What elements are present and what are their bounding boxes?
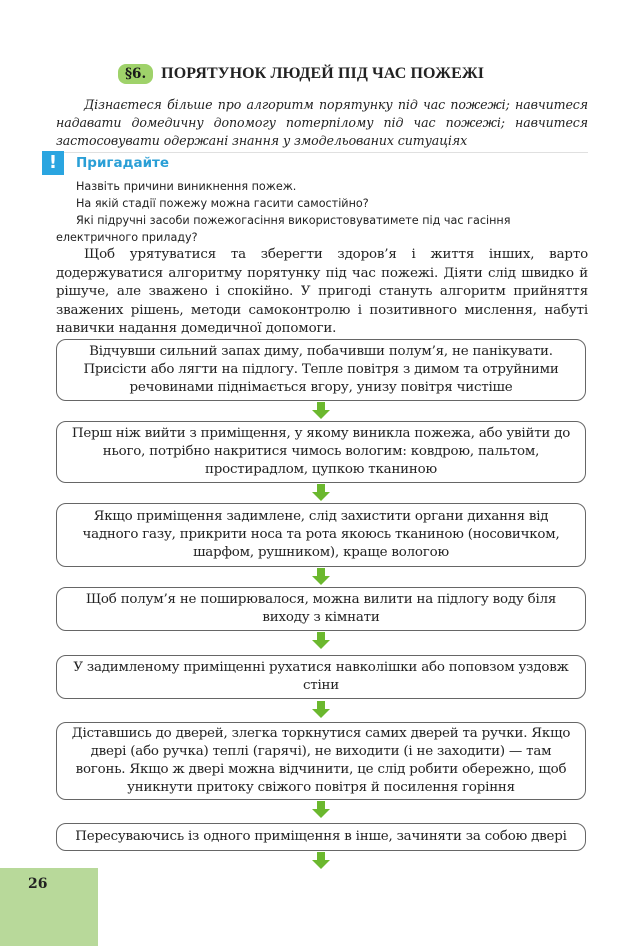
- exclamation-icon: !: [42, 151, 64, 175]
- arrow-down-icon: [311, 701, 331, 719]
- question-item: На якій стадії пожежу можна гасити самостійно?: [76, 197, 369, 210]
- flow-step-3: Якщо приміщення задимлене, слід захистити органи дихання від чадного газу, прикрити носа та рота якоюсь тканиною (носовичком, шарфом, рушником), краще вологою: [56, 503, 586, 567]
- question-item: Назвіть причини виникнення пожеж.: [76, 180, 297, 193]
- arrow-down-icon: [311, 484, 331, 502]
- page-corner-tab: [0, 868, 98, 946]
- arrow-down-icon: [311, 852, 331, 870]
- body-paragraph: Щоб урятуватися та зберегти здоров’я і життя інших, варто додержуватися алгоритму порятунку під час пожежі. Діяти слід швидко й рішуче, але зважено і спокійно. У пригоді стануть алгоритм прийняття зважених рішень, методи самоконтролю і позитивного мислення, набуті навички надання домедичної допомоги.: [56, 247, 588, 336]
- arrow-down-icon: [311, 632, 331, 650]
- page-number: 26: [28, 876, 48, 892]
- section-title: ПОРЯТУНОК ЛЮДЕЙ ПІД ЧАС ПОЖЕЖІ: [161, 65, 485, 82]
- flow-step-7: Пересуваючись із одного приміщення в інше, зачиняти за собою двері: [56, 823, 586, 851]
- flow-step-2: Перш ніж вийти з приміщення, у якому виникла пожежа, або увійти до нього, потрібно накритися чимось вологим: ковдрою, пальтом, простирадлом, цупкою тканиною: [56, 421, 586, 483]
- question-item: Які підручні засоби пожежогасіння використовуватимете під час гасіння електричного приладу?: [56, 214, 511, 244]
- flow-step-6: Діставшись до дверей, злегка торкнутися самих дверей та ручки. Якщо двері (або ручка) теплі (гарячі), не виходити (і не заходити) — там вогонь. Якщо ж двері можна відчинити, це слід робити обережно, щоб уникнути притоку свіжого повітря й посилення горіння: [56, 722, 586, 800]
- section-header: [118, 62, 484, 86]
- flow-step-1: Відчувши сильний запах диму, побачивши полум’я, не панікувати. Присісти або лягти на підлогу. Тепле повітря з димом та отруйними речовинами піднімається вгору, унизу повітря чистіше: [56, 339, 586, 401]
- arrow-down-icon: [311, 402, 331, 420]
- arrow-down-icon: [311, 801, 331, 819]
- flow-step-4: Щоб полум’я не поширювалося, можна вилити на підлогу воду біля виходу з кімнати: [56, 587, 586, 631]
- intro-divider: [56, 152, 588, 153]
- remember-heading: Пригадайте: [76, 155, 170, 171]
- arrow-down-icon: [311, 568, 331, 586]
- section-intro: Дізнаєтеся більше про алгоритм порятунку під час пожежі; навчитеся надавати домедичну допомогу потерпілому під час пожежі; навчитеся застосовувати одержані знання у змодельованих ситуаціях: [56, 97, 588, 148]
- flow-step-5: У задимленому приміщенні рухатися навколішки або поповзом уздовж стіни: [56, 655, 586, 699]
- remember-questions: [56, 178, 588, 246]
- section-number-badge: §6.: [118, 64, 153, 84]
